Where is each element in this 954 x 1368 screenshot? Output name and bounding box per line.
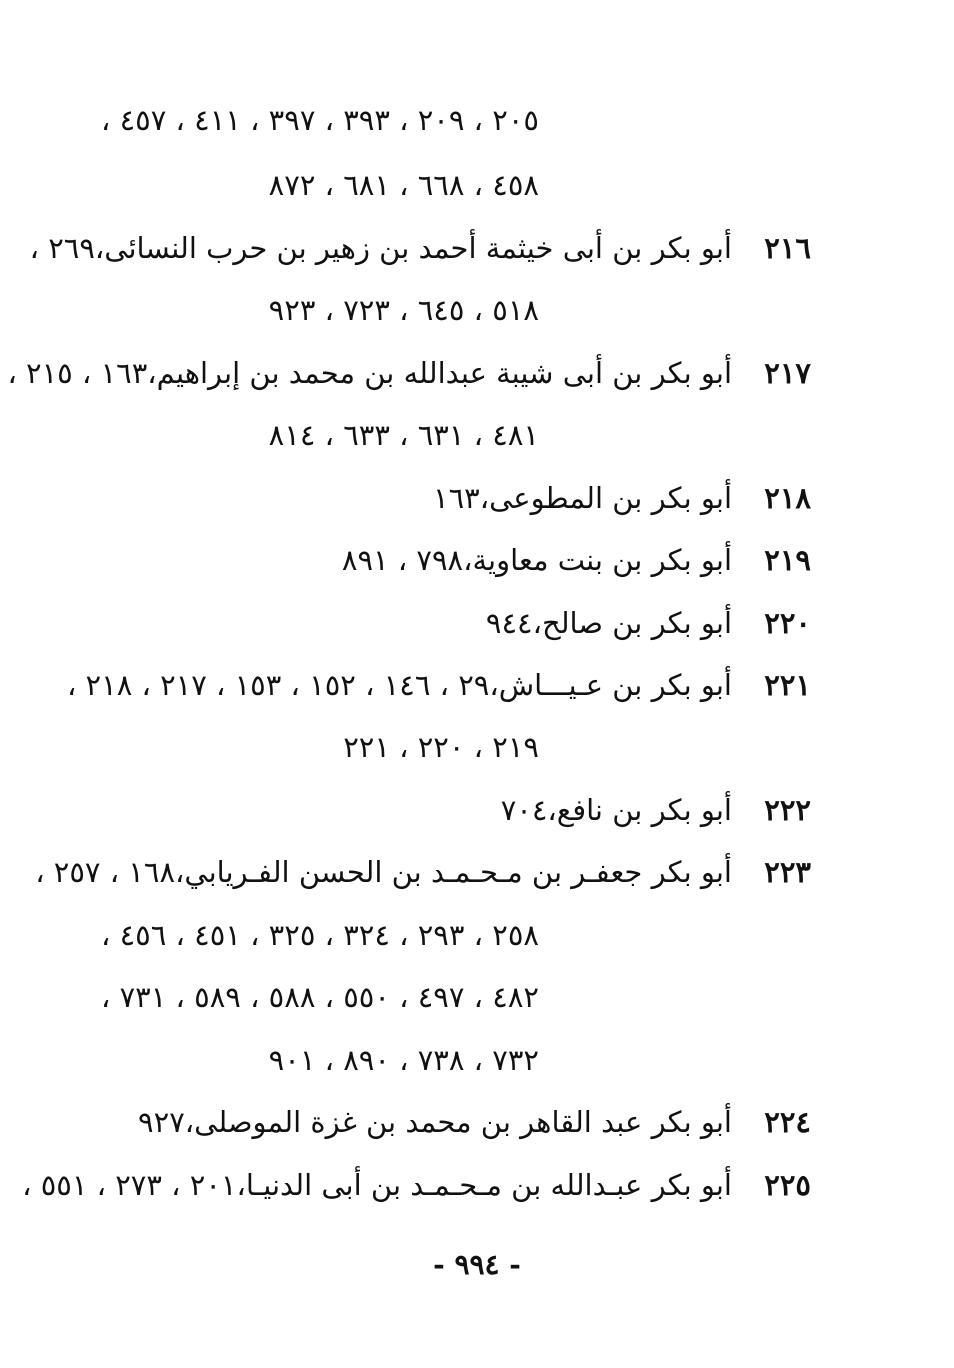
entry-text: أبو بكر جعفـر بن مـحـمـد بن الحسن الفـريابي،١٦٨ ، ٢٥٧ ، bbox=[35, 855, 732, 889]
entry-text: أبو بكر بن نافع،٧٠٤ bbox=[500, 793, 732, 827]
index-line-continuation: ٤٥٨ ، ٦٦٨ ، ٦٨١ ، ٨٧٢ bbox=[268, 168, 539, 202]
entry-number: ٢٢٢ bbox=[764, 793, 811, 827]
entry-text: أبو بكر عبد القاهر بن محمد بن غزة الموصلى،٩٢٧ bbox=[138, 1105, 732, 1139]
entry-text: أبو بكر بن عـيـــاش،٢٩ ، ١٤٦ ، ١٥٢ ، ١٥٣ ، ٢١٧ ، ٢١٨ ، bbox=[66, 668, 732, 702]
entry-text: أبو بكر بن صالح،٩٤٤ bbox=[485, 606, 732, 640]
page-number: - ٩٩٤ - bbox=[433, 1248, 521, 1281]
entry-number: ٢١٩ bbox=[764, 543, 811, 577]
index-line-continuation: ٧٣٢ ، ٧٣٨ ، ٨٩٠ ، ٩٠١ bbox=[268, 1043, 539, 1077]
entry-text: أبو بكر بن أبى شيبة عبدالله بن محمد بن إبراهيم،١٦٣ ، ٢١٥ ، bbox=[7, 356, 732, 390]
entry-number: ٢٢٣ bbox=[764, 855, 811, 889]
entry-text: أبو بكر بن أبى خيثمة أحمد بن زهير بن حرب النسائى،٢٦٩ ، bbox=[29, 231, 732, 265]
index-line-continuation: ٥١٨ ، ٦٤٥ ، ٧٢٣ ، ٩٢٣ bbox=[268, 293, 539, 327]
index-line-continuation: ٢٠٥ ، ٢٠٩ ، ٣٩٣ ، ٣٩٧ ، ٤١١ ، ٤٥٧ ، bbox=[101, 103, 539, 137]
index-line-continuation: ٢٥٨ ، ٢٩٣ ، ٣٢٤ ، ٣٢٥ ، ٤٥١ ، ٤٥٦ ، bbox=[101, 918, 539, 952]
index-line-continuation: ٤٨٢ ، ٤٩٧ ، ٥٥٠ ، ٥٨٨ ، ٥٨٩ ، ٧٣١ ، bbox=[101, 980, 539, 1014]
entry-number: ٢١٨ bbox=[764, 481, 811, 515]
entry-text: أبو بكر عبـدالله بن مـحـمـد بن أبى الدنيـا،٢٠١ ، ٢٧٣ ، ٥٥١ ، bbox=[22, 1168, 732, 1202]
entry-number: ٢٢٠ bbox=[764, 606, 811, 640]
entry-number: ٢١٦ bbox=[764, 231, 811, 265]
entry-text: أبو بكر بن المطوعى،١٦٣ bbox=[433, 481, 732, 515]
entry-text: أبو بكر بن بنت معاوية،٧٩٨ ، ٨٩١ bbox=[341, 543, 732, 577]
entry-number: ٢٢٥ bbox=[764, 1168, 811, 1202]
index-line-continuation: ٤٨١ ، ٦٣١ ، ٦٣٣ ، ٨١٤ bbox=[268, 418, 539, 452]
index-line-continuation: ٢١٩ ، ٢٢٠ ، ٢٢١ bbox=[343, 730, 539, 764]
entry-number: ٢٢٤ bbox=[764, 1105, 811, 1139]
entry-number: ٢٢١ bbox=[764, 668, 811, 702]
entry-number: ٢١٧ bbox=[764, 356, 811, 390]
